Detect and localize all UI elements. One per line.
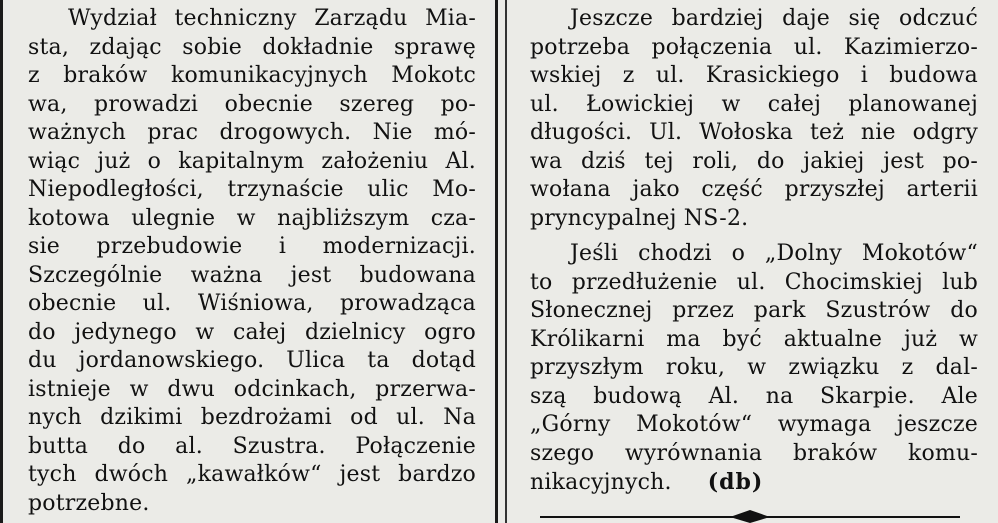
left-column <box>14 0 492 523</box>
text-line: to przedłużenie ul. Chocimskiej lub <box>530 269 978 295</box>
text-line: sta, zdając sobie dokładnie sprawę <box>28 34 476 60</box>
text-line: butta do al. Szustra. Połączenie <box>28 433 476 459</box>
text-line: „Górny Mokotów“ wymaga jeszcze <box>530 412 978 437</box>
left-border-rule <box>0 0 3 523</box>
text-line: pryncypalnej NS-2. <box>530 205 749 231</box>
text-line-with-signature <box>530 468 978 497</box>
text-line: tych dwóch „kawałków“ jest bardzo <box>28 462 476 487</box>
text-line: Jeśli chodzi o „Dolny Mokotów“ <box>570 241 978 266</box>
column-divider-rule <box>495 0 498 523</box>
text-line: ul. Łowickiej w całej planowanej <box>530 91 978 117</box>
right-column <box>522 0 992 523</box>
text-line: nych dzikimi bezdrożami od ul. Na <box>28 405 476 430</box>
text-line: du jordanowskiego. Ulica ta dotąd <box>28 348 476 373</box>
text-line: Wydział techniczny Zarządu Mia- <box>68 6 476 31</box>
text-line: wiąc już o kapitalnym założeniu Al. <box>28 148 476 174</box>
text-line: wa, prowadzi obecnie szereg po- <box>28 91 476 117</box>
text-line: potrzeba połączenia ul. Kazimierzo- <box>530 34 978 60</box>
text-line: ważnych prac drogowych. Nie mó- <box>28 120 476 145</box>
text-line: obecnie ul. Wiśniowa, prowadząca <box>28 291 476 316</box>
text-line: potrzebne. <box>28 490 150 516</box>
text-line: szą budową Al. na Skarpie. Ale <box>530 383 978 409</box>
text-line: do jedynego w całej dzielnicy ogro <box>28 319 476 345</box>
text-line: wołana jako część przyszłej arterii <box>530 177 978 202</box>
text-line: długości. Ul. Wołoska też nie odgry <box>530 120 978 145</box>
text-line: nikacyjnych. <box>530 470 672 495</box>
text-line: szego wyrównania braków komu- <box>530 440 978 466</box>
text-line: kotowa ulegnie w najbliższym cza- <box>28 205 476 231</box>
text-line: Niepodległości, trzynaście ulic Mo- <box>28 177 476 202</box>
text-line: Królikarni ma być aktualne już w <box>530 326 978 352</box>
text-line: sie przebudowie i modernizacji. <box>28 234 476 259</box>
text-line: Szczególnie ważna jest budowana <box>28 262 476 288</box>
text-line: przyszłym roku, w związku z dal- <box>530 355 978 380</box>
left-article-text <box>14 0 492 518</box>
text-line: istnieje w dwu odcinkach, przerwa- <box>28 376 476 402</box>
text-line: z braków komunikacyjnych Mokotc <box>28 63 476 88</box>
author-signature: (db) <box>707 469 764 495</box>
text-line: wa dziś tej roli, do jakiej jest po- <box>530 148 978 174</box>
column-divider-rule-inner <box>505 0 507 523</box>
section-end-ornament <box>540 508 960 523</box>
text-line: Jeszcze bardziej daje się odczuć <box>570 6 978 31</box>
paragraph-gap <box>530 233 992 240</box>
text-line: Słonecznej przez park Szustrów do <box>530 298 978 323</box>
text-line: wskiej z ul. Krasickiego i budowa <box>530 63 978 88</box>
right-article-text <box>522 0 992 497</box>
